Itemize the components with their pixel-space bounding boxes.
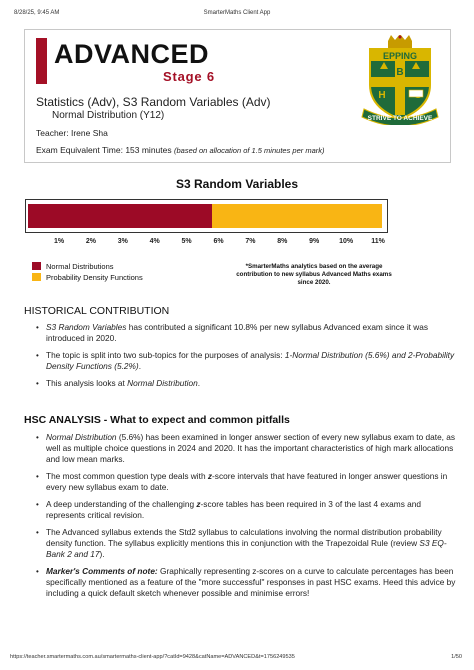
exam-time-label: Exam Equivalent Time: [36, 145, 123, 155]
bar-segment-probability-density [212, 204, 383, 228]
school-crest-logo [360, 35, 440, 125]
x-tick-label: 8% [277, 238, 288, 245]
legend-label: Normal Distributions [46, 261, 114, 271]
bar-segment-normal-distribution [28, 204, 212, 228]
x-tick-label: 9% [309, 238, 320, 245]
x-tick-label: 3% [117, 238, 128, 245]
stage-label: Stage 6 [163, 69, 215, 84]
x-tick-label: 10% [339, 238, 354, 245]
print-datetime: 8/28/25, 9:45 AM [14, 10, 60, 16]
teacher-label: Teacher: [36, 128, 69, 138]
x-tick-label: 4% [149, 238, 160, 245]
accent-bar [36, 38, 47, 84]
legend-swatch [32, 273, 41, 281]
teacher-line [36, 128, 108, 138]
analytics-footnote: *SmarterMaths analytics based on the average contribution to new syllabus Advanced Maths exams since 2020. [236, 263, 392, 286]
print-url[interactable]: https://teacher.smartermaths.com.au/smartermaths-client-app/?catId=9428&catName=ADVANCED&t=1756249535 [10, 654, 295, 660]
stacked-bar-frame [25, 199, 388, 233]
x-tick-label: 2% [85, 238, 96, 245]
historical-list [24, 322, 456, 395]
list-item: • The most common question type deals with z-score intervals that have featured in longer answer questions in every new syllabus exam to date. [24, 471, 456, 493]
chart-legend [32, 261, 143, 283]
x-tick-label: 1% [53, 238, 65, 245]
legend-item-pdf [32, 272, 143, 282]
list-item: • The Advanced syllabus extends the Std2 syllabus to calculations involving the normal distribution probability density function. The syllabus explicitly mentions this in conjunction with the Trapezoidal Rule (review S3 EQ-Bank 2 and 17). [24, 527, 456, 560]
exam-time-line [36, 145, 325, 155]
exam-time-value: 153 minutes [125, 145, 172, 155]
hsc-list [24, 432, 456, 605]
historical-heading: HISTORICAL CONTRIBUTION [24, 305, 170, 317]
subtopic-title: Normal Distribution (Y12) [52, 110, 165, 121]
x-tick-label: 7% [245, 238, 256, 245]
course-title: Statistics (Adv), S3 Random Variables (Adv) [36, 95, 271, 109]
crest-motto: STRIVE TO ACHIEVE [367, 115, 433, 122]
list-item: • The topic is split into two sub-topics for the purposes of analysis: 1-Normal Distribution (5.6%) and 2-Probability Density Functions (5.2%). [24, 350, 456, 372]
list-item: • S3 Random Variables has contributed a significant 10.8% per new syllabus Advanced exam since it was introduced in 2020. [24, 322, 456, 344]
chart-title: S3 Random Variables [175, 177, 299, 191]
list-item: • Normal Distribution (5.6%) has been examined in longer answer section of every new syllabus exam to date, as well as multiple choice questions in 2024 and 2020. It has the important characteristics of high mark allocations and low mean marks. [24, 432, 456, 465]
print-app-title: SmarterMaths Client App [203, 10, 271, 16]
legend-swatch [32, 262, 41, 270]
list-item: • This analysis looks at Normal Distribution. [24, 378, 456, 389]
level-title: ADVANCED [54, 39, 210, 69]
legend-label: Probability Density Functions [46, 272, 143, 282]
hsc-heading: HSC ANALYSIS - What to expect and common pitfalls [24, 414, 290, 426]
x-tick-label: 5% [181, 238, 192, 245]
crest-top-text: EPPING [382, 51, 418, 61]
legend-item-normal [32, 261, 143, 271]
crest-letter-2: H [378, 90, 386, 101]
x-tick-label: 11% [371, 238, 385, 245]
x-tick-label: 6% [213, 238, 224, 245]
crown-icon [388, 35, 412, 48]
teacher-name: Irene Sha [70, 128, 108, 138]
crest-letter-1: B [396, 67, 404, 78]
list-item: • Marker's Comments of note: Graphically representing z-scores on a curve to calculate percentages has been specifically mentioned as a feature of the "more successful" responses in past HSC exams. Heed this advice by including a quick default sketch whenever possible and minimise errors! [24, 566, 456, 599]
list-item: • A deep understanding of the challenging z-score tables has been required in 3 of the last 4 exams and represents critical revision. [24, 499, 456, 521]
exam-time-note: (based on allocation of 1.5 minutes per mark) [174, 146, 325, 155]
page-number: 1/50 [451, 654, 462, 660]
